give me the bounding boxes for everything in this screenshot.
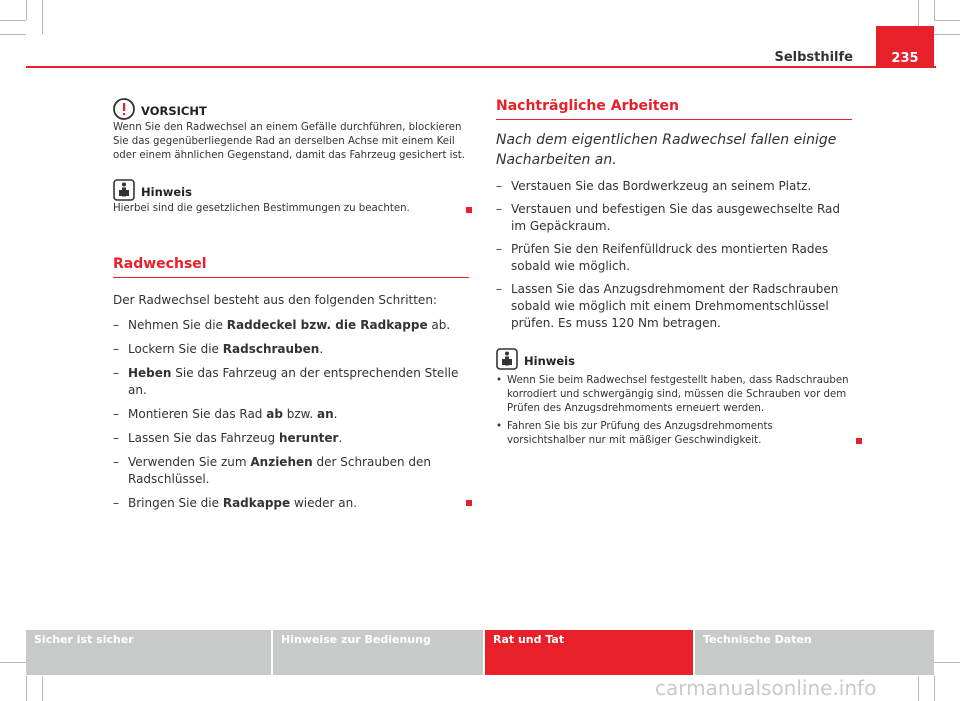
list-item: – Lockern Sie die Radschrauben. <box>113 342 324 356</box>
end-marker <box>856 438 862 444</box>
crop-mark <box>42 0 43 34</box>
tab-hinweise-zur-bedienung[interactable]: Hinweise zur Bedienung <box>273 630 483 675</box>
list-item: – Heben Sie das Fahrzeug an der entsprechenden Stelle an. <box>113 366 459 397</box>
list-item: – Prüfen Sie den Reifenfülldruck des montierten Rades sobald wie möglich. <box>496 242 829 273</box>
tab-sicher-ist-sicher[interactable]: Sicher ist sicher <box>26 630 271 675</box>
list-item: – Verwenden Sie zum Anziehen der Schrauben den Radschlüssel. <box>113 455 431 486</box>
caution-text: Wenn Sie den Radwechsel an einem Gefälle durchführen, blockieren Sie das gegenüberliegende Rad an derselben Achse mit einem Keil oder einem ähnlichen Gegenstand, damit das Fahrzeug gesichert ist. <box>113 122 466 161</box>
end-marker <box>466 500 472 506</box>
crop-mark <box>0 34 26 35</box>
info-hand-icon <box>496 348 518 374</box>
left-column <box>113 98 469 519</box>
radwechsel-section <box>113 256 469 512</box>
note-block <box>113 179 469 216</box>
crop-mark <box>934 662 960 663</box>
list-item: – Verstauen Sie das Bordwerkzeug an seinem Platz. <box>496 179 812 193</box>
crop-mark <box>0 662 26 663</box>
crop-mark <box>934 20 960 21</box>
tab-rat-und-tat[interactable]: Rat und Tat <box>485 630 693 675</box>
page-number-badge <box>876 26 934 68</box>
section-intro: Der Radwechsel besteht aus den folgenden Schritten: <box>113 293 437 307</box>
crop-mark <box>26 676 27 701</box>
crop-mark <box>42 676 43 701</box>
list-item: • Fahren Sie bis zur Prüfung des Anzugsdrehmoments vorsichtshalber nur mit mäßiger Geschwindigkeit. <box>496 421 773 446</box>
crop-mark <box>934 676 935 701</box>
header-rule <box>26 66 936 68</box>
section-heading: Radwechsel <box>113 256 207 272</box>
end-marker <box>466 207 472 213</box>
crop-mark <box>934 0 935 20</box>
crop-mark <box>26 0 27 20</box>
right-column <box>496 98 852 448</box>
steps-list <box>113 317 469 512</box>
list-item: – Verstauen und befestigen Sie das ausgewechselte Rad im Gepäckraum. <box>496 202 840 233</box>
crop-mark <box>934 34 960 35</box>
steps-list <box>496 178 852 332</box>
note-title: Hinweis <box>524 354 575 368</box>
heading-rule <box>113 277 469 278</box>
crop-mark <box>0 20 26 21</box>
footer-nav <box>26 630 934 675</box>
crop-mark <box>918 676 919 701</box>
list-item: – Lassen Sie das Fahrzeug herunter. <box>113 431 343 445</box>
header-section-title: Selbsthilfe <box>774 50 853 65</box>
note-block <box>496 348 852 448</box>
list-item: – Bringen Sie die Radkappe wieder an. <box>113 495 469 512</box>
watermark: carmanualsonline.info <box>655 676 877 700</box>
section-intro: Nach dem eigentlichen Radwechsel fallen einige Nacharbeiten an. <box>496 132 837 168</box>
list-item: • Wenn Sie beim Radwechsel festgestellt haben, dass Radschrauben korrodiert und schwergängig sind, müssen die Schrauben vor dem Prüfen des Anzugsdrehmoments erneuert werden. <box>496 375 849 414</box>
list-item: – Montieren Sie das Rad ab bzw. an. <box>113 407 338 421</box>
caution-title: VORSICHT <box>141 104 207 118</box>
tab-technische-daten[interactable]: Technische Daten <box>695 630 934 675</box>
caution-block <box>113 98 469 163</box>
list-item: – Nehmen Sie die Raddeckel bzw. die Radkappe ab. <box>113 318 451 332</box>
page-number: 235 <box>891 51 919 66</box>
note-title: Hinweis <box>141 185 192 199</box>
heading-rule <box>496 119 852 120</box>
note-text: Hierbei sind die gesetzlichen Bestimmungen zu beachten. <box>113 203 410 214</box>
list-item: – Lassen Sie das Anzugsdrehmoment der Radschrauben sobald wie möglich mit einem Drehmomentschlüssel prüfen. Es muss 120 Nm betragen. <box>496 282 839 330</box>
section-heading: Nachträgliche Arbeiten <box>496 98 679 114</box>
